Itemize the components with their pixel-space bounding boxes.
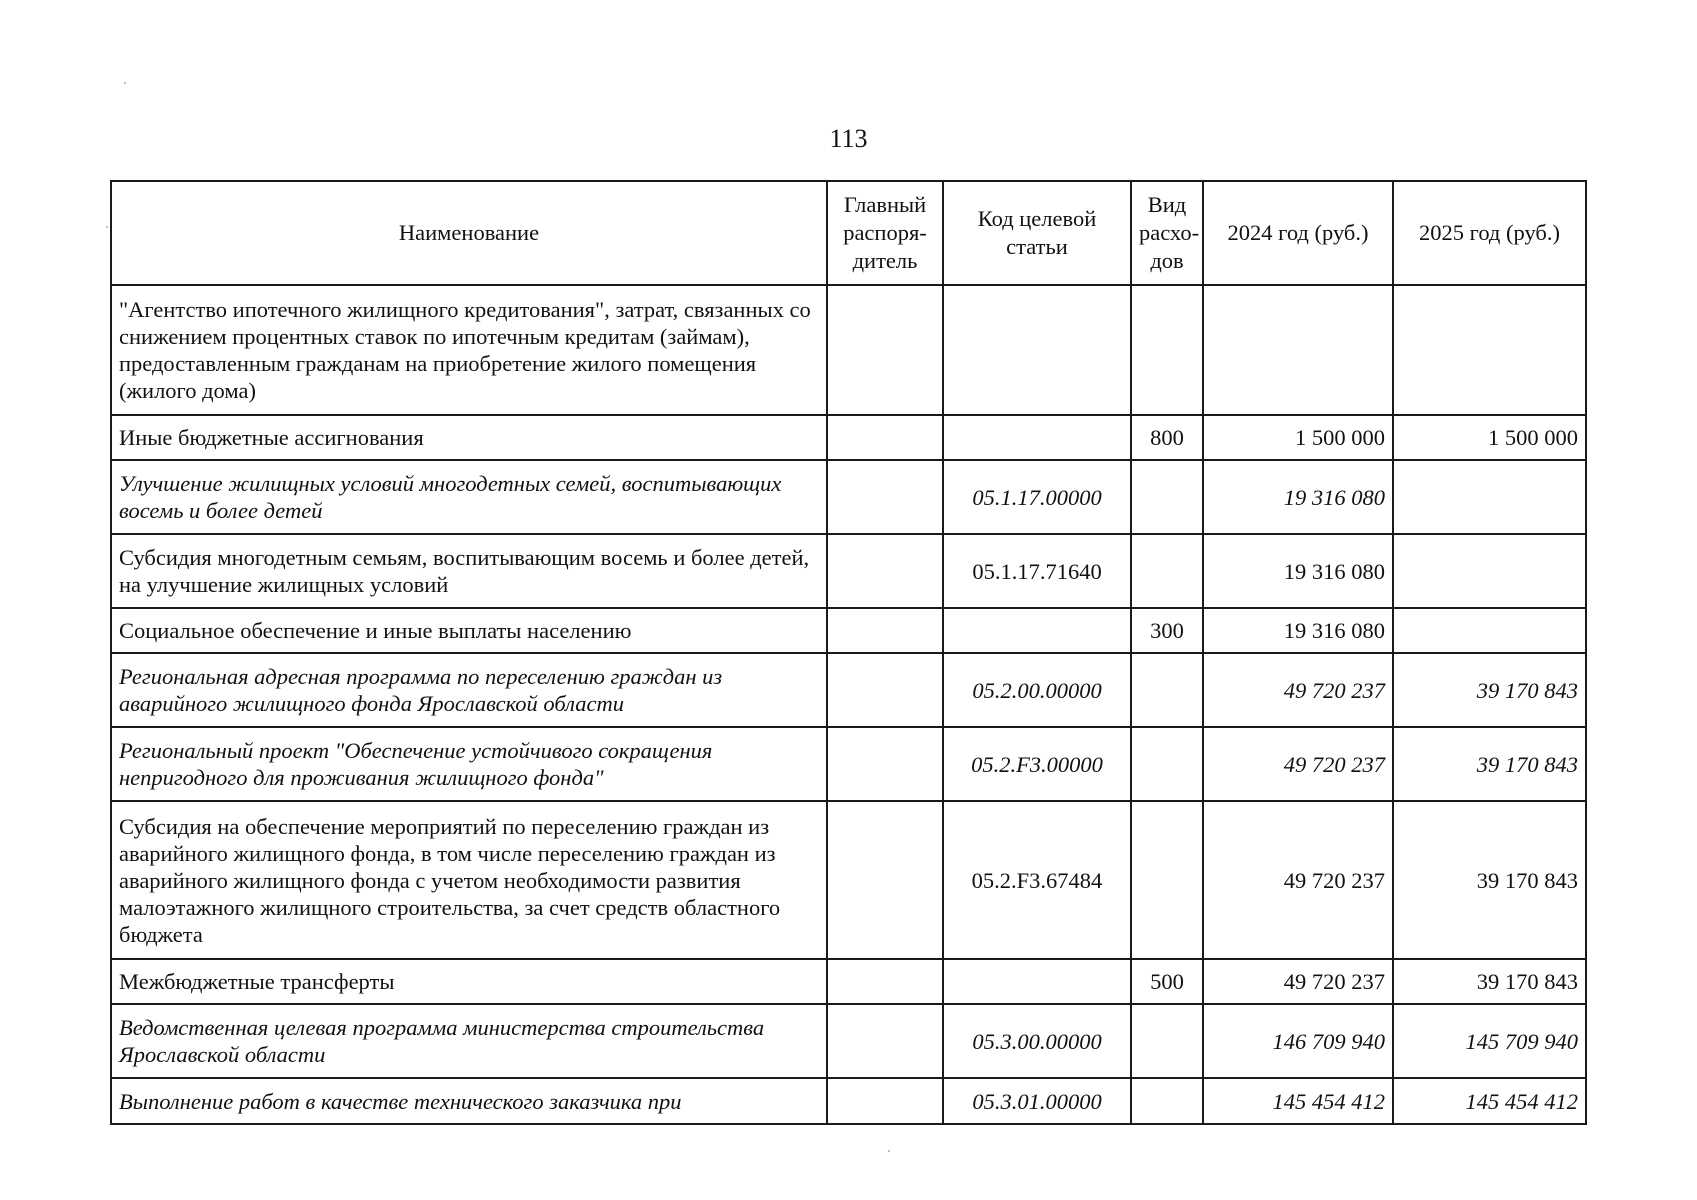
header-manager: Главный распоря-дитель <box>827 181 943 285</box>
row-code: 05.2.00.00000 <box>943 653 1131 727</box>
row-2025 <box>1393 534 1586 608</box>
header-name: Наименование <box>111 181 827 285</box>
row-type: 500 <box>1131 959 1203 1004</box>
row-manager <box>827 1004 943 1078</box>
page-number: 113 <box>829 124 868 153</box>
header-code: Код целевой статьи <box>943 181 1131 285</box>
row-manager <box>827 727 943 801</box>
row-code <box>943 959 1131 1004</box>
row-name: Социальное обеспечение и иные выплаты населению <box>111 608 827 653</box>
table-row <box>111 727 1586 801</box>
row-manager <box>827 534 943 608</box>
row-2025: 145 709 940 <box>1393 1004 1586 1078</box>
row-type <box>1131 801 1203 959</box>
row-name: Улучшение жилищных условий многодетных семей, воспитывающих восемь и более детей <box>111 460 827 534</box>
row-code: 05.3.01.00000 <box>943 1078 1131 1124</box>
scan-speck <box>888 1150 890 1152</box>
row-type <box>1131 653 1203 727</box>
row-type <box>1131 727 1203 801</box>
row-manager <box>827 415 943 460</box>
table-row <box>111 460 1586 534</box>
row-2025: 39 170 843 <box>1393 959 1586 1004</box>
table-row <box>111 608 1586 653</box>
table-row <box>111 801 1586 959</box>
row-2025: 39 170 843 <box>1393 727 1586 801</box>
row-2024: 145 454 412 <box>1203 1078 1393 1124</box>
row-type: 800 <box>1131 415 1203 460</box>
row-manager <box>827 608 943 653</box>
row-2025: 39 170 843 <box>1393 801 1586 959</box>
row-manager <box>827 1078 943 1124</box>
row-2024: 19 316 080 <box>1203 460 1393 534</box>
table-row <box>111 959 1586 1004</box>
table-row <box>111 1004 1586 1078</box>
row-manager <box>827 285 943 415</box>
row-type <box>1131 460 1203 534</box>
row-name: Выполнение работ в качестве технического заказчика при <box>111 1078 827 1124</box>
row-type: 300 <box>1131 608 1203 653</box>
row-name: Субсидия на обеспечение мероприятий по переселению граждан из аварийного жилищного фонда, в том числе переселению граждан из аварийного жилищного фонда с учетом необходимости развития малоэтажного жилищного строительства, за счет средств областного бюджета <box>111 801 827 959</box>
row-2024: 49 720 237 <box>1203 653 1393 727</box>
row-code: 05.1.17.71640 <box>943 534 1131 608</box>
row-type <box>1131 1078 1203 1124</box>
row-2025: 39 170 843 <box>1393 653 1586 727</box>
table-row <box>111 1078 1586 1124</box>
row-name: Региональная адресная программа по переселению граждан из аварийного жилищного фонда Ярославской области <box>111 653 827 727</box>
row-code <box>943 608 1131 653</box>
table-body <box>111 285 1586 1124</box>
row-name: Субсидия многодетным семьям, воспитывающим восемь и более детей, на улучшение жилищных условий <box>111 534 827 608</box>
row-2024: 19 316 080 <box>1203 608 1393 653</box>
row-name: Ведомственная целевая программа министерства строительства Ярославской области <box>111 1004 827 1078</box>
row-2024: 146 709 940 <box>1203 1004 1393 1078</box>
row-2025: 145 454 412 <box>1393 1078 1586 1124</box>
scan-speck <box>124 82 126 84</box>
row-2025 <box>1393 460 1586 534</box>
row-name: "Агентство ипотечного жилищного кредитования", затрат, связанных со снижением процентных ставок по ипотечным кредитам (займам), предоставленным гражданам на приобретение жилого помещения (жилого дома) <box>111 285 827 415</box>
budget-table <box>110 180 1587 1125</box>
row-type <box>1131 285 1203 415</box>
header-type: Вид расхо-дов <box>1131 181 1203 285</box>
row-code: 05.2.F3.00000 <box>943 727 1131 801</box>
row-2024: 19 316 080 <box>1203 534 1393 608</box>
row-code: 05.2.F3.67484 <box>943 801 1131 959</box>
table-row <box>111 534 1586 608</box>
row-2025 <box>1393 608 1586 653</box>
row-2024 <box>1203 285 1393 415</box>
table-row <box>111 653 1586 727</box>
row-type <box>1131 534 1203 608</box>
table-row <box>111 415 1586 460</box>
row-2024: 1 500 000 <box>1203 415 1393 460</box>
row-2024: 49 720 237 <box>1203 959 1393 1004</box>
row-manager <box>827 801 943 959</box>
row-manager <box>827 959 943 1004</box>
row-manager <box>827 653 943 727</box>
row-name: Региональный проект "Обеспечение устойчивого сокращения непригодного для проживания жилищного фонда" <box>111 727 827 801</box>
scan-speck <box>106 226 108 228</box>
row-code: 05.1.17.00000 <box>943 460 1131 534</box>
row-code <box>943 285 1131 415</box>
header-row <box>111 181 1586 285</box>
header-2024: 2024 год (руб.) <box>1203 181 1393 285</box>
row-2025: 1 500 000 <box>1393 415 1586 460</box>
row-type <box>1131 1004 1203 1078</box>
table-row <box>111 285 1586 415</box>
row-code <box>943 415 1131 460</box>
row-code: 05.3.00.00000 <box>943 1004 1131 1078</box>
row-2024: 49 720 237 <box>1203 727 1393 801</box>
row-manager <box>827 460 943 534</box>
row-name: Межбюджетные трансферты <box>111 959 827 1004</box>
row-2025 <box>1393 285 1586 415</box>
header-2025: 2025 год (руб.) <box>1393 181 1586 285</box>
row-name: Иные бюджетные ассигнования <box>111 415 827 460</box>
row-2024: 49 720 237 <box>1203 801 1393 959</box>
